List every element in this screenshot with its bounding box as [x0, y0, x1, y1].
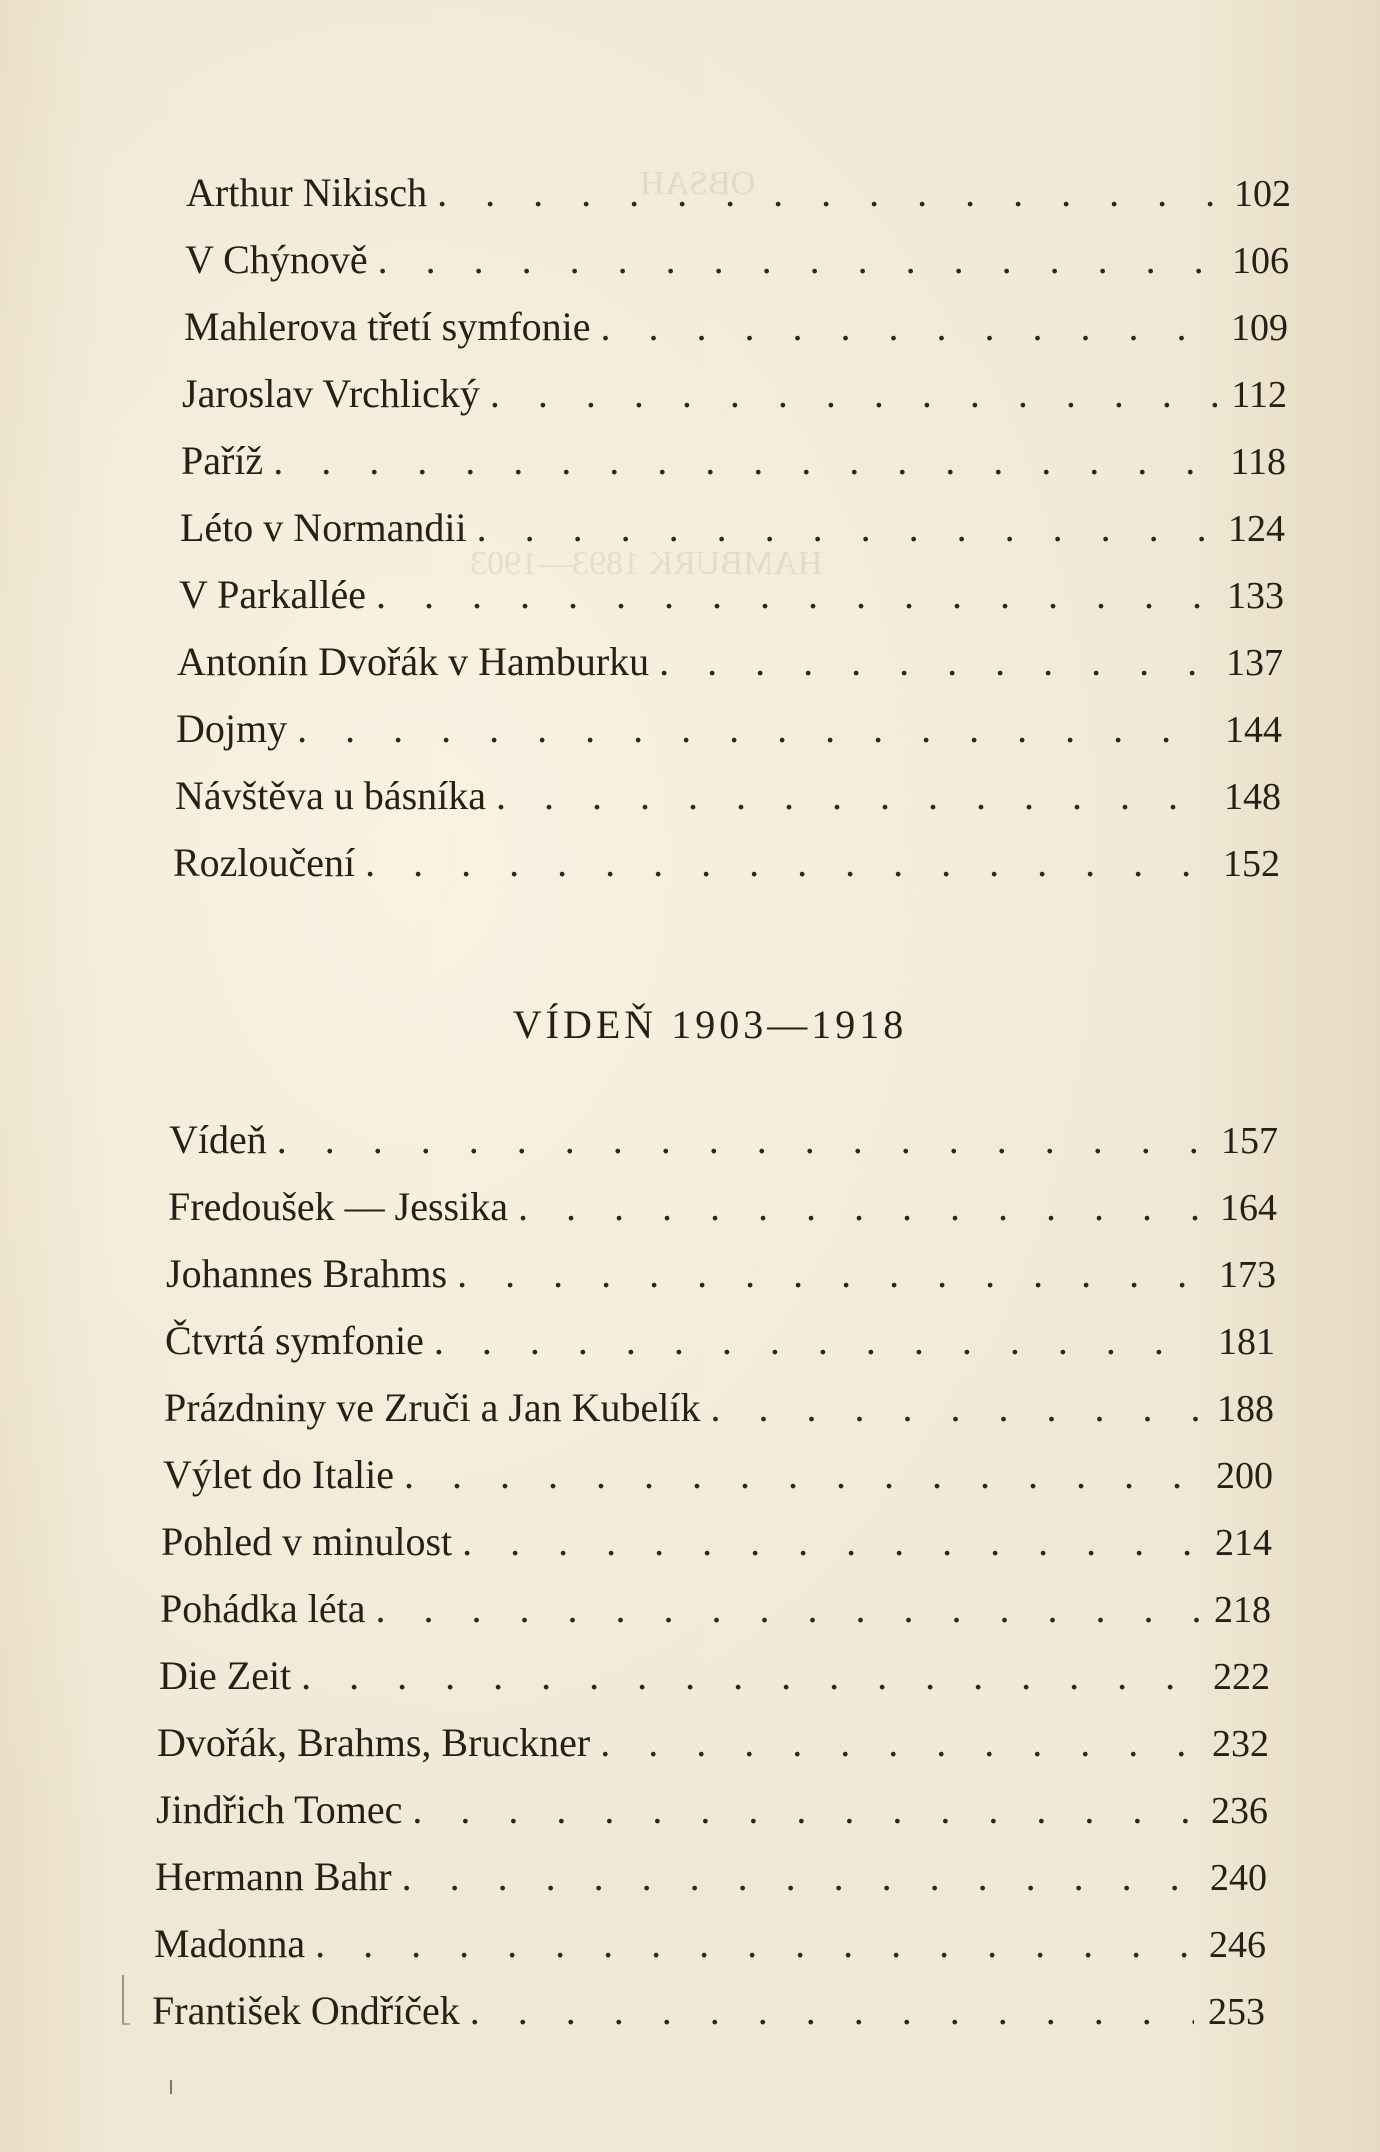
toc-entry-title: Prázdniny ve Zruči a Jan Kubelík — [164, 1385, 701, 1430]
toc-entry-title: Pohádka léta — [160, 1586, 366, 1631]
toc-entry[interactable] — [182, 366, 1287, 422]
toc-entry[interactable] — [163, 1447, 1273, 1503]
toc-entry[interactable] — [179, 567, 1284, 623]
toc-entry[interactable] — [154, 1916, 1266, 1972]
toc-entry-title: Fredoušek — Jessika — [168, 1184, 508, 1229]
dot-leader — [470, 1983, 1194, 2039]
dot-leader — [711, 1380, 1203, 1436]
toc-entry-page: 218 — [1214, 1589, 1271, 1631]
toc-entry-page: 200 — [1216, 1455, 1273, 1497]
dot-leader — [462, 1514, 1201, 1570]
toc-entry[interactable] — [169, 1112, 1278, 1168]
bleed-through-text: OBSAH — [640, 165, 756, 202]
toc-entry-title: František Ondříček — [152, 1988, 460, 2033]
toc-entry-page: 173 — [1219, 1254, 1276, 1296]
toc-entry[interactable] — [173, 835, 1280, 891]
toc-entry-page: 232 — [1212, 1723, 1269, 1765]
toc-entry-title: Madonna — [154, 1921, 306, 1966]
toc-entry[interactable] — [185, 232, 1289, 288]
toc-entry-page: 144 — [1225, 709, 1282, 751]
dot-leader — [315, 1916, 1195, 1972]
toc-entry[interactable] — [175, 768, 1281, 824]
toc-entry[interactable] — [152, 1983, 1265, 2039]
ink-speck — [170, 2080, 172, 2094]
toc-entry-page: 236 — [1211, 1790, 1268, 1832]
section-heading — [0, 995, 1380, 1055]
toc-entry[interactable] — [184, 299, 1288, 355]
toc-entry-page: 148 — [1224, 776, 1281, 818]
toc-entry-page: 164 — [1220, 1187, 1277, 1229]
toc-entry[interactable] — [165, 1313, 1275, 1369]
toc-entry-page: 181 — [1218, 1321, 1275, 1363]
toc-entry-title: Léto v Normandii — [180, 505, 467, 550]
toc-entry[interactable] — [177, 634, 1283, 690]
toc-entry[interactable] — [176, 701, 1282, 757]
dot-leader — [301, 1648, 1199, 1704]
dot-leader — [297, 701, 1211, 757]
toc-entry-page: 118 — [1230, 441, 1286, 483]
toc-entry[interactable] — [156, 1782, 1268, 1838]
dot-leader — [365, 835, 1209, 891]
toc-entry-title: Pohled v minulost — [161, 1519, 453, 1564]
toc-entry-page: 112 — [1231, 374, 1287, 416]
dot-leader — [376, 567, 1213, 623]
toc-entry-title: Die Zeit — [159, 1653, 292, 1698]
toc-entry-title: Mahlerova třetí symfonie — [184, 304, 591, 349]
section-heading-text: VÍDEŇ 1903—1918 — [512, 1002, 908, 1047]
dot-leader — [490, 366, 1218, 422]
toc-entry[interactable] — [164, 1380, 1274, 1436]
toc-entry-page: 246 — [1209, 1924, 1266, 1966]
dot-leader — [600, 1715, 1198, 1771]
toc-entry-page: 240 — [1210, 1857, 1267, 1899]
dot-leader — [518, 1179, 1206, 1235]
toc-entry-title: Paříž — [181, 438, 264, 483]
dot-leader — [412, 1782, 1197, 1838]
toc-entry-title: Čtvrtá symfonie — [165, 1318, 424, 1363]
dot-leader — [437, 165, 1220, 221]
bleed-through-text: HAMBURK 1893—1903 — [470, 545, 823, 582]
toc-entry-page: 222 — [1213, 1656, 1270, 1698]
dot-leader — [601, 299, 1217, 355]
toc-entry-page: 137 — [1226, 642, 1283, 684]
toc-entry-title: Jindřich Tomec — [156, 1787, 403, 1832]
toc-entry[interactable] — [166, 1246, 1276, 1302]
toc-entry-page: 152 — [1223, 843, 1280, 885]
dot-leader — [659, 634, 1212, 690]
dot-leader — [434, 1313, 1204, 1369]
toc-entry-title: Vídeň — [169, 1117, 267, 1162]
toc-entry[interactable] — [181, 433, 1286, 489]
dot-leader — [404, 1447, 1202, 1503]
dot-leader — [477, 500, 1214, 556]
toc-entry-title: Výlet do Italie — [163, 1452, 395, 1497]
toc-entry-page: 124 — [1228, 508, 1285, 550]
toc-entry[interactable] — [161, 1514, 1272, 1570]
dot-leader — [402, 1849, 1196, 1905]
margin-pencil-mark — [122, 1975, 130, 2025]
toc-entry-title: V Chýnově — [185, 237, 368, 282]
toc-entry-title: Arthur Nikisch — [186, 170, 428, 215]
dot-leader — [457, 1246, 1205, 1302]
toc-entry-title: Hermann Bahr — [155, 1854, 392, 1899]
toc-entry-title: Dojmy — [176, 706, 288, 751]
toc-entry-title: Návštěva u básníka — [175, 773, 487, 818]
toc-entry-page: 253 — [1208, 1991, 1265, 2033]
toc-entry[interactable] — [155, 1849, 1267, 1905]
toc-entry[interactable] — [168, 1179, 1277, 1235]
dot-leader — [378, 232, 1218, 288]
toc-entry-title: Dvořák, Brahms, Bruckner — [157, 1720, 591, 1765]
dot-leader — [273, 433, 1216, 489]
toc-entry[interactable] — [157, 1715, 1269, 1771]
toc-entry-page: 157 — [1221, 1120, 1278, 1162]
toc-entry-page: 188 — [1217, 1388, 1274, 1430]
toc-entry-page: 214 — [1215, 1522, 1272, 1564]
dot-leader — [277, 1112, 1207, 1168]
toc-entry-title: Antonín Dvořák v Hamburku — [177, 639, 650, 684]
toc-entry-title: Johannes Brahms — [166, 1251, 448, 1296]
toc-entry-page: 109 — [1231, 307, 1288, 349]
toc-entry-title: V Parkallée — [179, 572, 366, 617]
toc-entry[interactable] — [186, 165, 1291, 221]
dot-leader — [496, 768, 1210, 824]
toc-entry[interactable] — [159, 1648, 1270, 1704]
toc-entry-page: 102 — [1234, 173, 1291, 215]
toc-entry-page: 133 — [1227, 575, 1284, 617]
dot-leader — [376, 1581, 1201, 1637]
toc-entry-page: 106 — [1232, 240, 1289, 282]
toc-entry-title: Rozloučení — [173, 840, 356, 885]
toc-entry-title: Jaroslav Vrchlický — [182, 371, 480, 416]
toc-entry[interactable] — [160, 1581, 1271, 1637]
toc-entry[interactable] — [180, 500, 1285, 556]
